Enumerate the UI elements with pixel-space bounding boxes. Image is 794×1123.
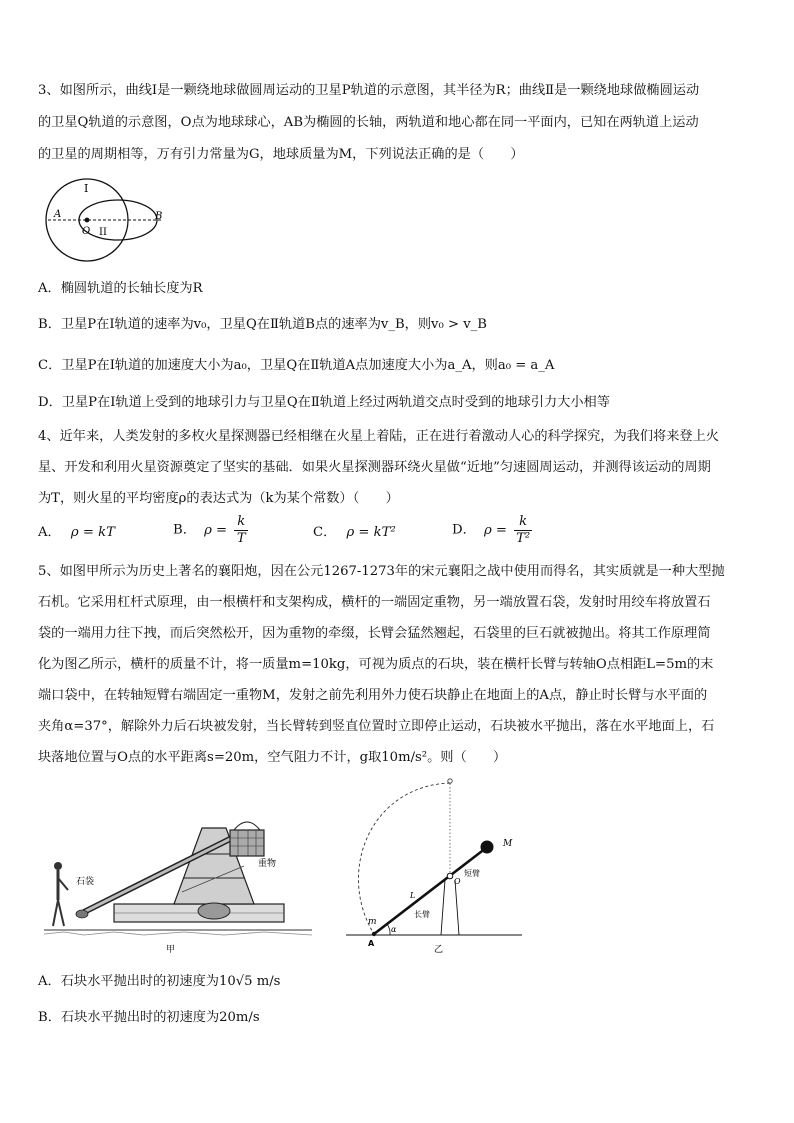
q5-line-2: 石机。它采用杠杆式原理，由一根横杆和支架构成，横杆的一端固定重物，另一端放置石袋，发射时用绞车将放置石 [38,595,711,610]
q4-option-b-den: T [236,531,246,546]
q5-line-3: 袋的一端用力往下拽，而后突然松开，因为重物的牵缀，长臂会猛然翘起，石袋里的巨石就被抛出。将其工作原理简 [38,626,711,641]
q4-option-d-label: D． [452,522,476,538]
short-arm-label: 短臂 [464,869,480,878]
q5-line-7: 块落地位置与O点的水平距离s=20m，空气阻力不计，g取10m/s²。则（ ） [38,750,507,765]
q3-option-b: B．卫星P在Ⅰ轨道的速率为v₀，卫星Q在Ⅱ轨道B点的速率为v_B，则v₀ > v_B [38,317,487,332]
point-b-label: B [155,211,163,222]
orbit-1-label: I [84,182,89,195]
q4-option-a-label: A． [38,525,61,540]
q5-line-6: 夹角α=37°，解除外力后石块被发射，当长臂转到竖直位置时立即停止运动，石块被水平抛出，落在水平地面上，石 [38,719,715,734]
mass-big-m-label: M [503,839,513,849]
length-l-label: L [410,891,416,900]
q4-option-c-formula: ρ = kT² [346,525,396,540]
mass-small-m-label: m [368,917,377,927]
q4-option-b-lhs: ρ = [204,522,228,538]
q3-option-c: C．卫星P在Ⅰ轨道的加速度大小为a₀，卫星Q在Ⅱ轨道A点加速度大小为a_A，则a₀ = a_A [38,358,555,373]
long-arm-label: 长臂 [414,910,430,919]
pivot-o [447,873,453,879]
point-a-label: A [368,939,375,948]
q4-option-b [173,514,248,547]
q3-line-1: 3、如图所示，曲线Ⅰ是一颗绕地球做圆周运动的卫星P轨道的示意图，其半径为R；曲线Ⅱ是一颗绕地球做椭圆运动 [38,83,700,98]
point-o-label: O [82,226,91,237]
q4-option-b-fraction [234,514,248,547]
q4-option-d-den: T² [516,531,531,546]
q4-option-c [313,524,396,542]
figure-jia-caption: 甲 [166,945,176,955]
q3-option-a: A．椭圆轨道的长轴长度为R [38,281,203,296]
orbit-diagram [38,172,168,262]
q4-option-c-label: C． [313,525,337,540]
q5-line-4: 化为图乙所示，横杆的质量不计，将一质量m=10kg，可视为质点的石块，装在横杆长臂与转轴O点相距L=5m的末 [38,657,714,672]
catapult-illustration [44,808,314,956]
q4-option-d [452,514,532,547]
q5-option-b: B．石块水平抛出时的初速度为20m/s [38,1010,260,1025]
q4-line-3: 为T，则火星的平均密度ρ的表达式为（k为某个常数）（ ） [38,491,399,506]
q3-line-3: 的卫星的周期相等，万有引力常量为G，地球质量为M，下列说法正确的是（ ） [38,147,524,162]
q4-option-a [38,524,115,542]
mass-m-ball [481,841,494,854]
q4-option-b-num: k [237,514,246,529]
q4-line-1: 4、近年来，人类发射的多枚火星探测器已经相继在火星上着陆，正在进行着激动人心的科学探究，为我们将来登上火 [38,429,719,444]
angle-alpha-label: α [391,925,397,934]
q3-option-d: D．卫星P在Ⅰ轨道上受到的地球引力与卫星Q在Ⅱ轨道上经过两轨道交点时受到的地球引力大小相等 [38,395,610,410]
pivot-o-label: O [454,877,461,886]
q4-option-d-lhs: ρ = [483,522,507,538]
q4-option-b-label: B． [173,522,196,538]
stone-bag-label: 石袋 [76,877,95,887]
q4-option-a-formula: ρ = kT [70,525,115,540]
q5-line-1: 5、如图甲所示为历史上著名的襄阳炮，因在公元1267-1273年的宋元襄阳之战中使用而得名，其实质就是一种大型抛 [38,564,725,579]
lever-diagram [340,772,530,958]
figure-yi-caption: 乙 [434,945,444,955]
q4-option-d-num: k [519,514,528,529]
point-a-label: A [54,209,62,220]
counterweight-label: 重物 [258,859,277,869]
q5-line-5: 端口袋中，在转轴短臂右端固定一重物M，发射之前先利用外力使石块静止在地面上的A点，静止时长臂与水平面的 [38,688,708,703]
orbit-2-label: II [99,227,107,238]
q4-line-2: 星、开发和利用火星资源奠定了坚实的基础．如果火星探测器环绕火星做“近地”匀速圆周运动，并测得该运动的周期 [38,460,711,475]
q5-option-a: A．石块水平抛出时的初速度为10√5 m/s [38,974,281,989]
earth-center-dot [85,218,90,223]
lever-arm [374,848,486,934]
q4-option-d-fraction [514,514,532,547]
q3-line-2: 的卫星Q轨道的示意图，O点为地球球心，AB为椭圆的长轴，两轨道和地心都在同一平面内，已知在两轨道上运动 [38,115,699,130]
point-a-dot [372,932,376,936]
